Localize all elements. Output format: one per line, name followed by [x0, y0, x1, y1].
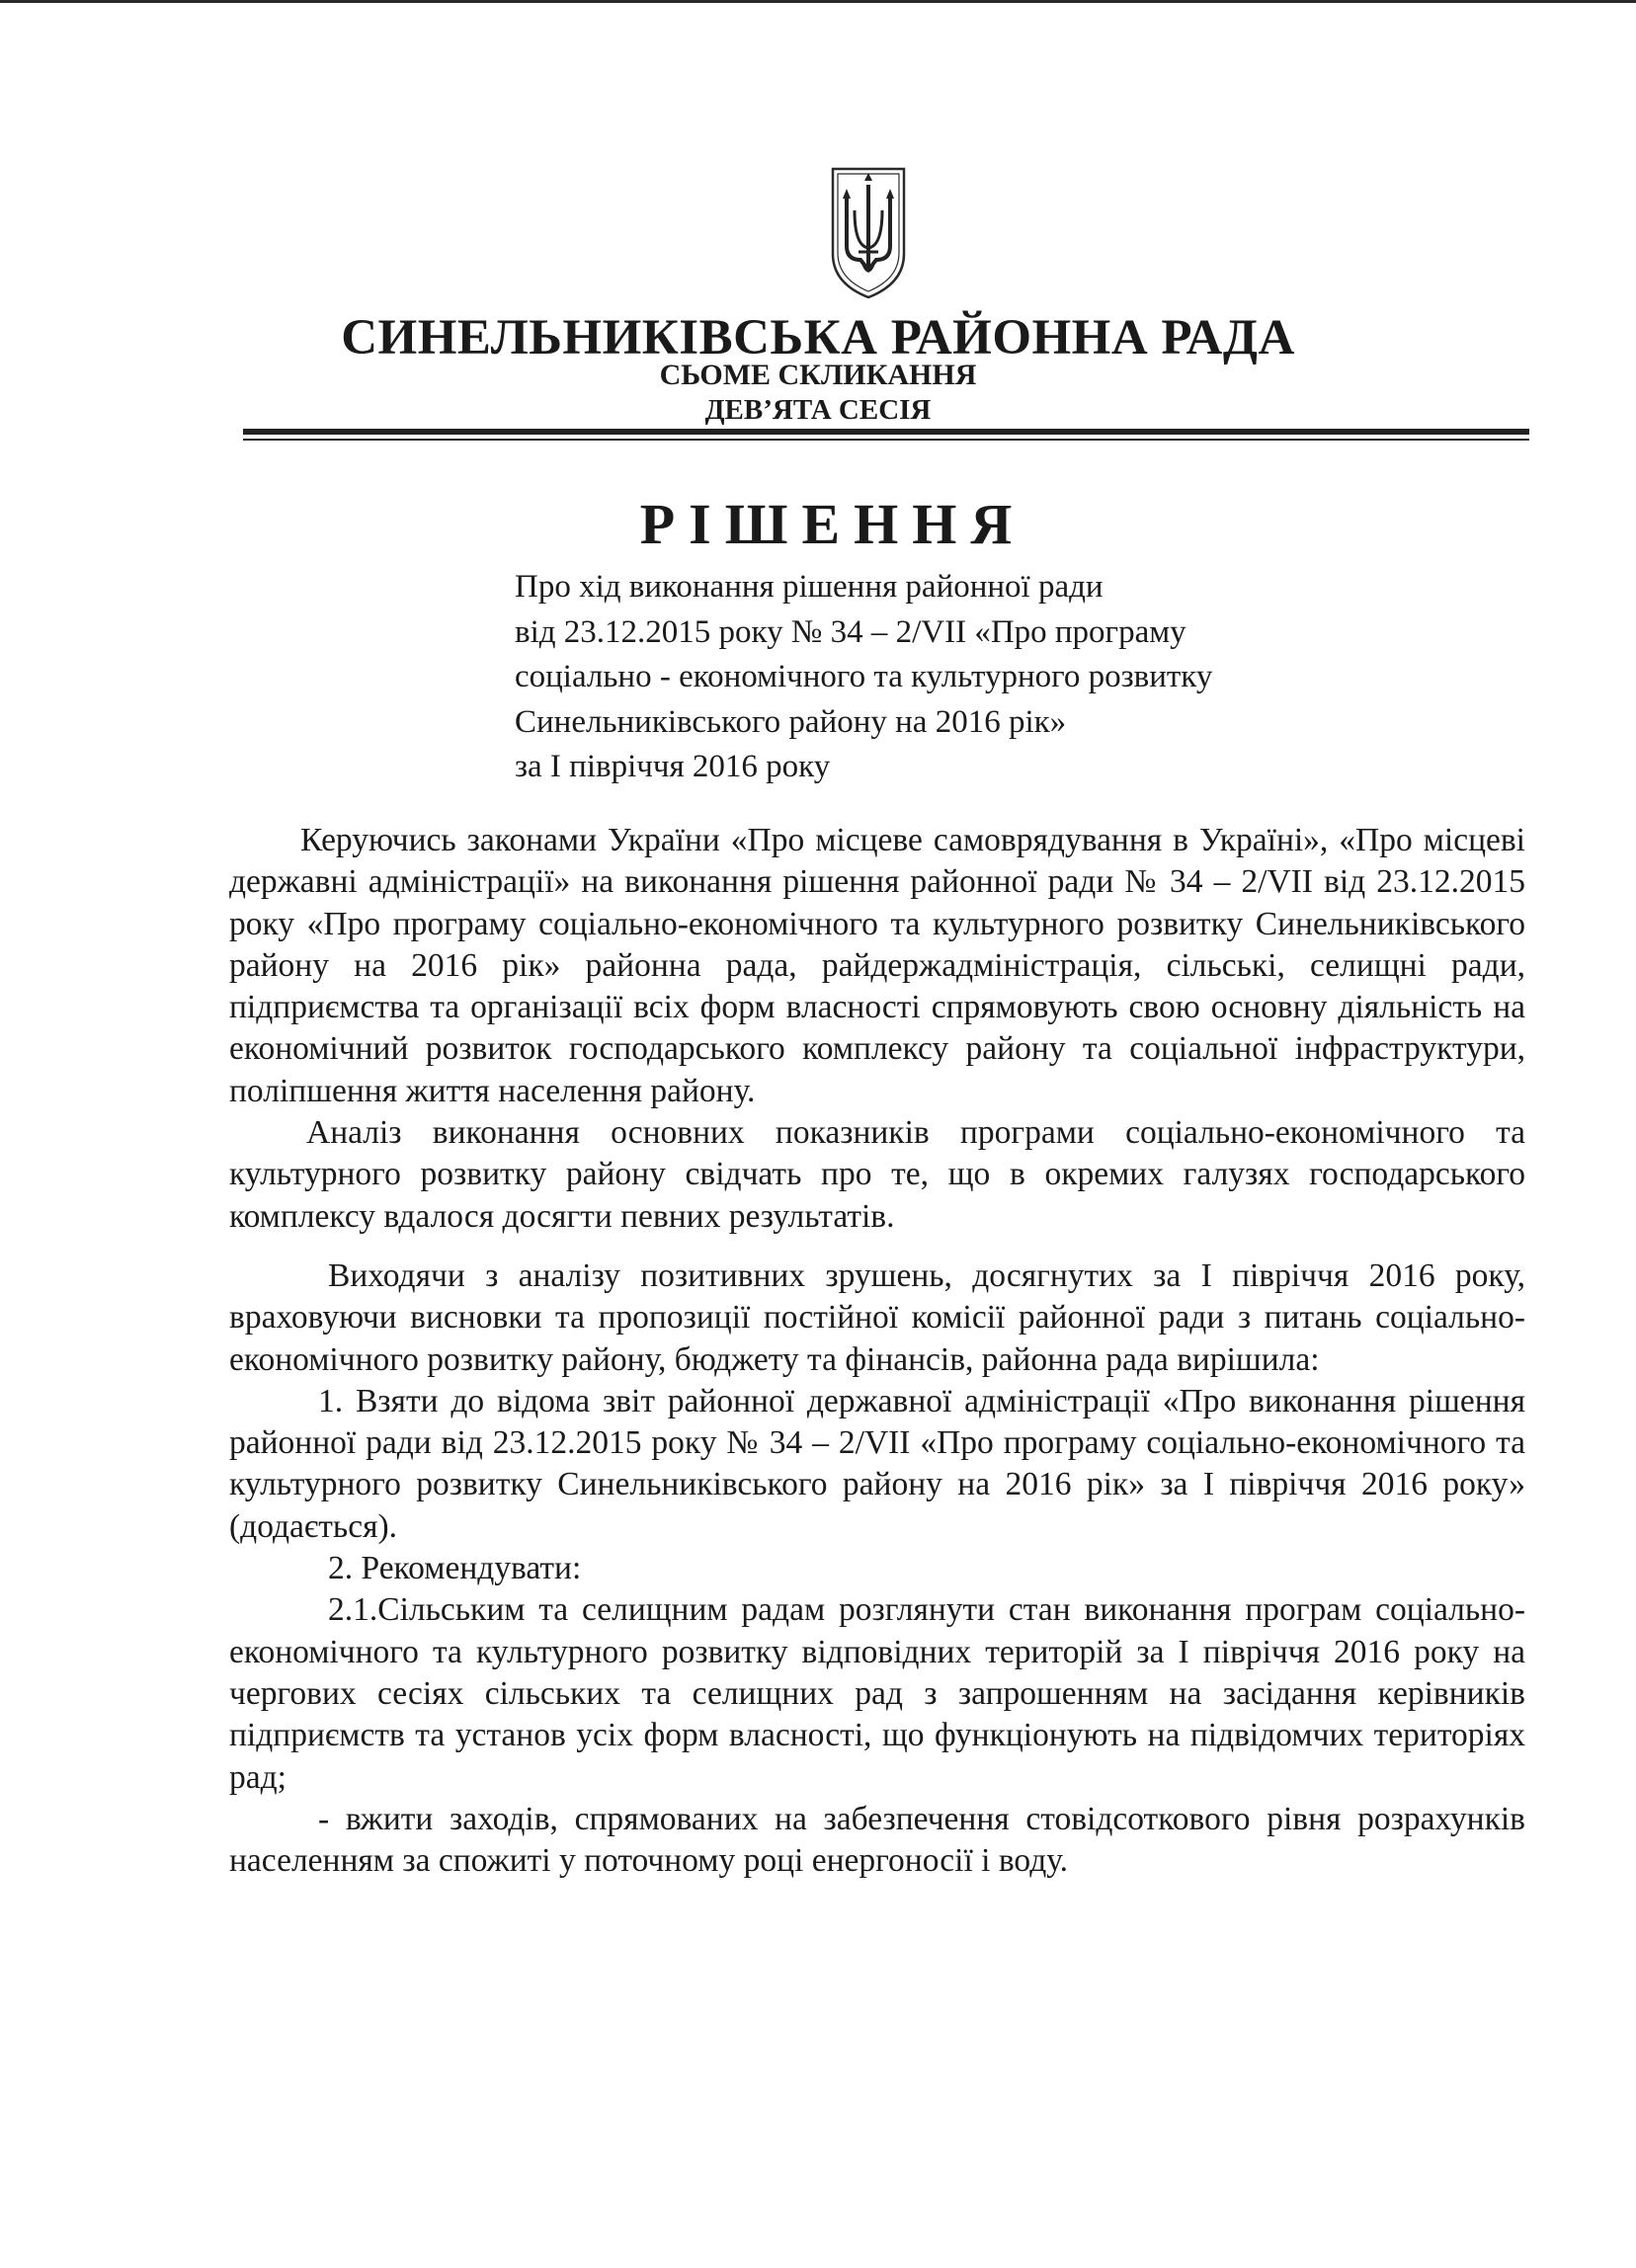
- subject-line: соціально - економічного та культурного розвитку: [515, 659, 1213, 694]
- subject-line: Синельниківського району на 2016 рік»: [515, 703, 1067, 740]
- document-type-heading: РІШЕННЯ: [639, 492, 1026, 556]
- resolution-intro-paragraph: Виходячи з аналізу позитивних зрушень, досягнутих за І півріччя 2016 року, враховуючи висновки та пропозиції постійної комісії районної ради з питань соціально-економічного розвитку району, бюджету та фінансів, районна рада вирішила:: [229, 1256, 1525, 1378]
- subject-line: від 23.12.2015 року № 34 – 2/VII «Про програму: [515, 613, 1186, 650]
- resolution-item-2-1: 2.1.Сільським та селищним радам розглянути стан виконання програм соціально-економічного та культурного розвитку відповідних територій за І півріччя 2016 року на чергових сесіях сільських та селищних рад з запрошенням на засідання керівників підприємств та установ усіх форм власності, що функціонують на підвідомчих територіях рад;: [229, 1591, 1525, 1796]
- analysis-paragraph: Аналіз виконання основних показників програми соціально-економічного та культурного розвитку району свідчать про те, що в окремих галузях господарського комплексу вдалося досягти певних результатів.: [229, 1114, 1525, 1235]
- decision-body: [229, 820, 1525, 1882]
- top-border-line: [0, 0, 1636, 3]
- convocation-label: СЬОМЕ СКЛИКАННЯ: [659, 359, 977, 391]
- resolution-item-2: 2. Рекомендувати:: [328, 1550, 582, 1587]
- header-divider-thick: [243, 429, 1529, 435]
- session-label: ДЕВ’ЯТА СЕСІЯ: [704, 394, 932, 426]
- trident-coat-of-arms-icon: [825, 163, 912, 301]
- decision-subject: [515, 565, 1364, 790]
- subject-line: Про хід виконання рішення районної ради: [515, 569, 1104, 605]
- preamble-paragraph: Керуючись законами України «Про місцеве самоврядування в Україні», «Про місцеві державні адміністрації» на виконання рішення районної ради № 34 – 2/VII від 23.12.2015 року «Про програму соціально-економічного та культурного розвитку Синельниківського району на 2016 рік» районна рада, райдержадміністрація, сільські, селищні ради, підприємства та організації всіх форм власності спрямовують свою основну діяльність на економічний розвиток господарського комплексу району та соціальної інфраструктури, поліпшення життя населення району.: [229, 822, 1525, 1109]
- resolution-item-1: 1. Взяти до відома звіт районної державної адміністрації «Про виконання рішення районної ради від 23.12.2015 року № 34 – 2/VII «Про програму соціально-економічного та культурного розвитку Синельниківського району на 2016 рік» за І півріччя 2016 року» (додається).: [229, 1382, 1525, 1545]
- header-divider-thin: [243, 439, 1529, 441]
- subject-line: за І півріччя 2016 року: [515, 749, 831, 784]
- resolution-subitem: - вжити заходів, спрямованих на забезпечення стовідсоткового рівня розрахунків населенням за спожиті у поточному році енергоносії і воду.: [229, 1800, 1525, 1880]
- council-name: СИНЕЛЬНИКІВСЬКА РАЙОННА РАДА: [341, 310, 1295, 365]
